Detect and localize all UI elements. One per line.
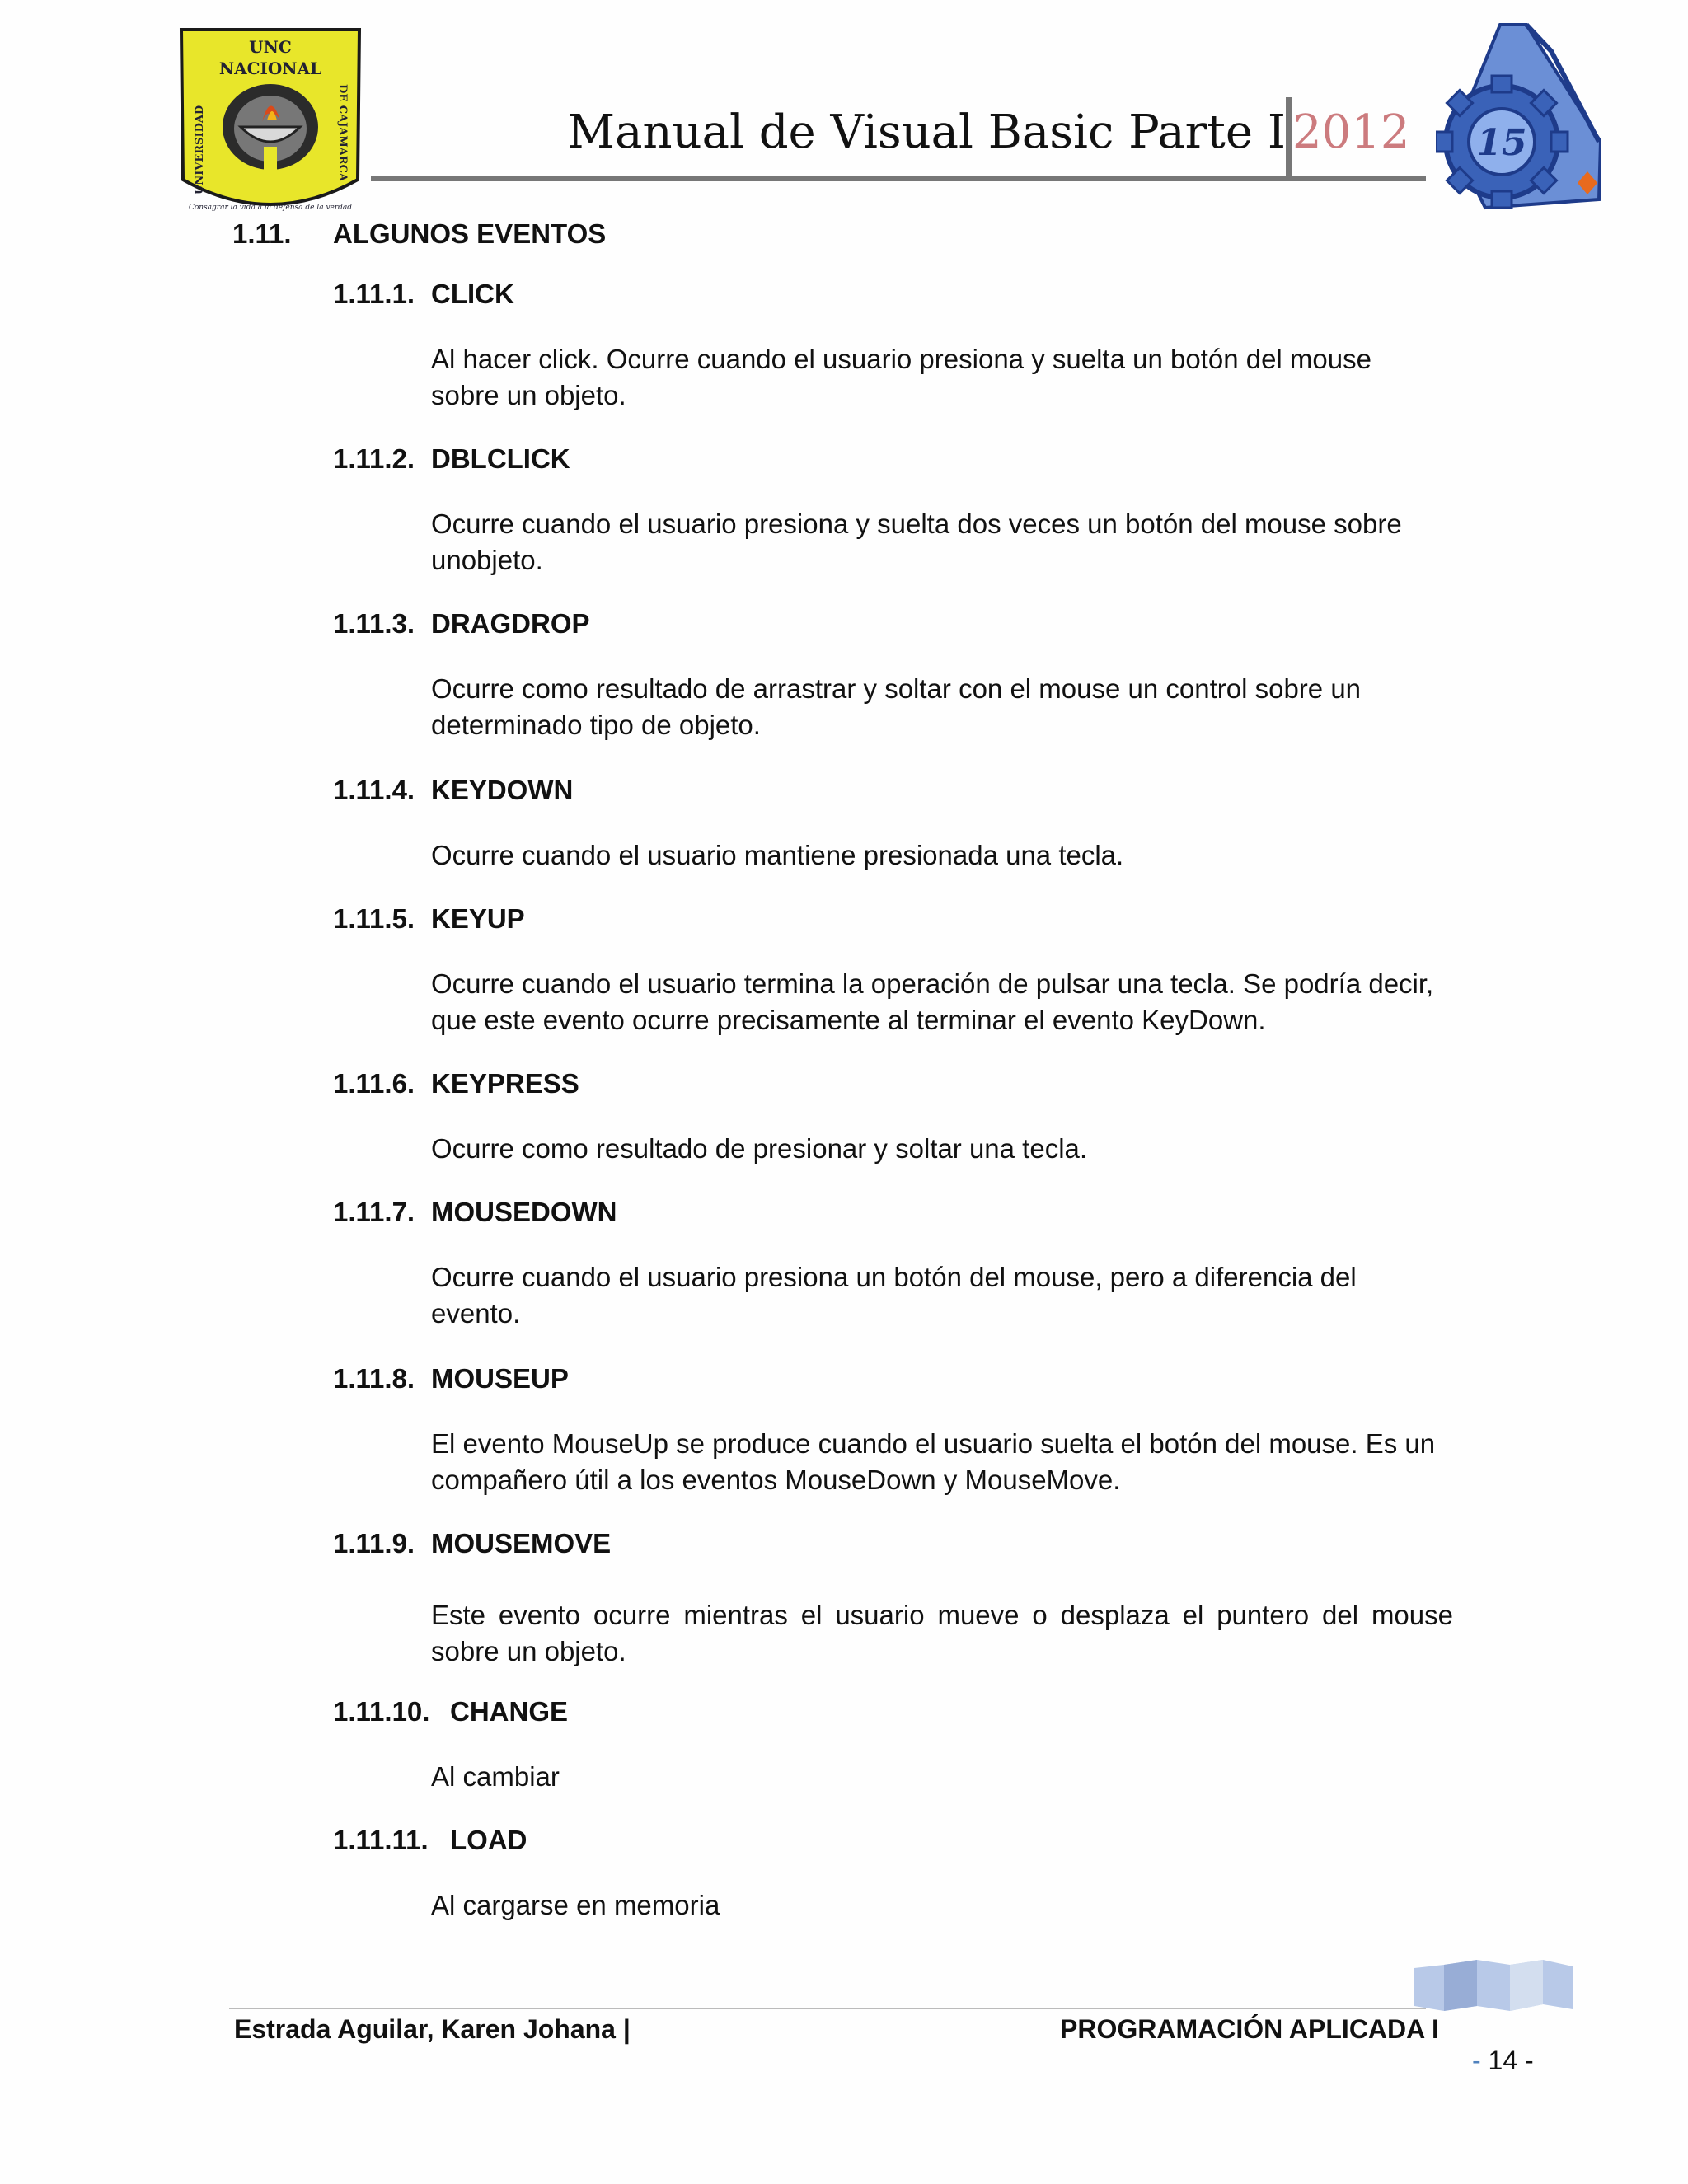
item-description (431, 1131, 1552, 1167)
footer-author: Estrada Aguilar, Karen Johana | (234, 2014, 631, 2044)
page-number: 14 (1488, 2046, 1518, 2075)
description-line: Ocurre cuando el usuario presiona un botón del mouse, pero a diferencia del (431, 1262, 1357, 1292)
description-line: Ocurre cuando el usuario presiona y suelta dos veces un botón del mouse sobre (431, 509, 1402, 539)
logo-number: 15 (1476, 122, 1527, 164)
item-title-keypress: KEYPRESS (431, 1068, 579, 1099)
logo-text-universidad: UNIVERSIDAD (194, 105, 206, 194)
item-description (431, 1887, 1552, 1924)
description-line: Este evento ocurre mientras el usuario mueve o desplaza el puntero del mouse (431, 1600, 1453, 1630)
item-number: 1.11.4. (333, 775, 415, 805)
logo-text-nacional: NACIONAL (218, 59, 322, 78)
item-number: 1.11.8. (333, 1363, 415, 1394)
description-line: Al cargarse en memoria (431, 1890, 720, 1920)
item-title-change: CHANGE (450, 1696, 569, 1727)
description-line: Ocurre como resultado de arrastrar y soltar con el mouse un control sobre un (431, 673, 1362, 704)
description-line: Ocurre como resultado de presionar y soltar una tecla. (431, 1133, 1088, 1164)
item-number: 1.11.1. (333, 279, 415, 309)
item-title-dragdrop: DRAGDROP (431, 608, 590, 639)
item-number: 1.11.5. (333, 903, 415, 934)
item-number: 1.11.6. (333, 1068, 415, 1099)
item-description (431, 341, 1552, 414)
item-description (431, 1259, 1552, 1332)
item-number: 1.11.9. (333, 1528, 415, 1558)
logo-text-unc: UNC (249, 37, 292, 57)
item-title-mouseup: MOUSEUP (431, 1363, 569, 1394)
description-line: Ocurre cuando el usuario termina la operación de pulsar una tecla. Se podría decir, (431, 968, 1434, 999)
header-year: 2012 (1292, 105, 1410, 159)
header-divider (1286, 97, 1292, 176)
description-line: compañero útil a los eventos MouseDown y MouseMove. (431, 1465, 1121, 1495)
item-title-dblclick: DBLCLICK (431, 443, 570, 474)
item-description (431, 671, 1552, 743)
description-line: El evento MouseUp se produce cuando el usuario suelta el botón del mouse. Es un (431, 1428, 1436, 1459)
page-number-group (1472, 2046, 1534, 2076)
page-corner-ribbon (1411, 1957, 1576, 2018)
header-title: Manual de Visual Basic Parte I (567, 105, 1286, 159)
item-number: 1.11.10. (333, 1696, 430, 1727)
description-line: Al cambiar (431, 1761, 560, 1792)
description-line: evento. (431, 1298, 521, 1329)
logo-text-cajamarca: DE CAJAMARCA (336, 84, 349, 182)
description-line: sobre un objeto. (431, 380, 626, 410)
page-dash: - (1525, 2046, 1534, 2075)
university-logo (175, 23, 366, 219)
item-description (431, 837, 1552, 874)
item-description (431, 1759, 1552, 1795)
section-number: 1.11. (232, 218, 292, 249)
description-line: unobjeto. (431, 545, 543, 575)
description-line: que este evento ocurre precisamente al terminar el evento KeyDown. (431, 1005, 1266, 1035)
item-description (431, 966, 1552, 1038)
description-line: Al hacer click. Ocurre cuando el usuario presiona y suelta un botón del mouse (431, 344, 1372, 374)
item-title-keydown: KEYDOWN (431, 775, 574, 805)
item-number: 1.11.11. (333, 1825, 429, 1855)
description-line: sobre un objeto. (431, 1636, 626, 1666)
item-title-click: CLICK (431, 279, 514, 309)
description-line: determinado tipo de objeto. (431, 710, 761, 740)
item-description (431, 1426, 1552, 1498)
item-number: 1.11.2. (333, 443, 415, 474)
header-rule (371, 176, 1426, 181)
item-number: 1.11.3. (333, 608, 415, 639)
item-title-mousedown: MOUSEDOWN (431, 1197, 617, 1227)
item-description (431, 506, 1552, 579)
logo-motto: Consagrar la vida a la defensa de la verdad (188, 204, 353, 212)
item-description (431, 1597, 1552, 1670)
item-title-mousemove: MOUSEMOVE (431, 1528, 612, 1558)
description-line: Ocurre cuando el usuario mantiene presionada una tecla. (431, 840, 1124, 870)
page-dash: - (1472, 2046, 1481, 2075)
section-title: ALGUNOS EVENTOS (333, 218, 607, 249)
footer-course: PROGRAMACIÓN APLICADA I (1060, 2014, 1439, 2044)
item-title-load: LOAD (450, 1825, 528, 1855)
item-number: 1.11.7. (333, 1197, 415, 1227)
footer-rule (229, 2008, 1426, 2009)
item-title-keyup: KEYUP (431, 903, 525, 934)
school-gear-logo (1436, 18, 1601, 223)
